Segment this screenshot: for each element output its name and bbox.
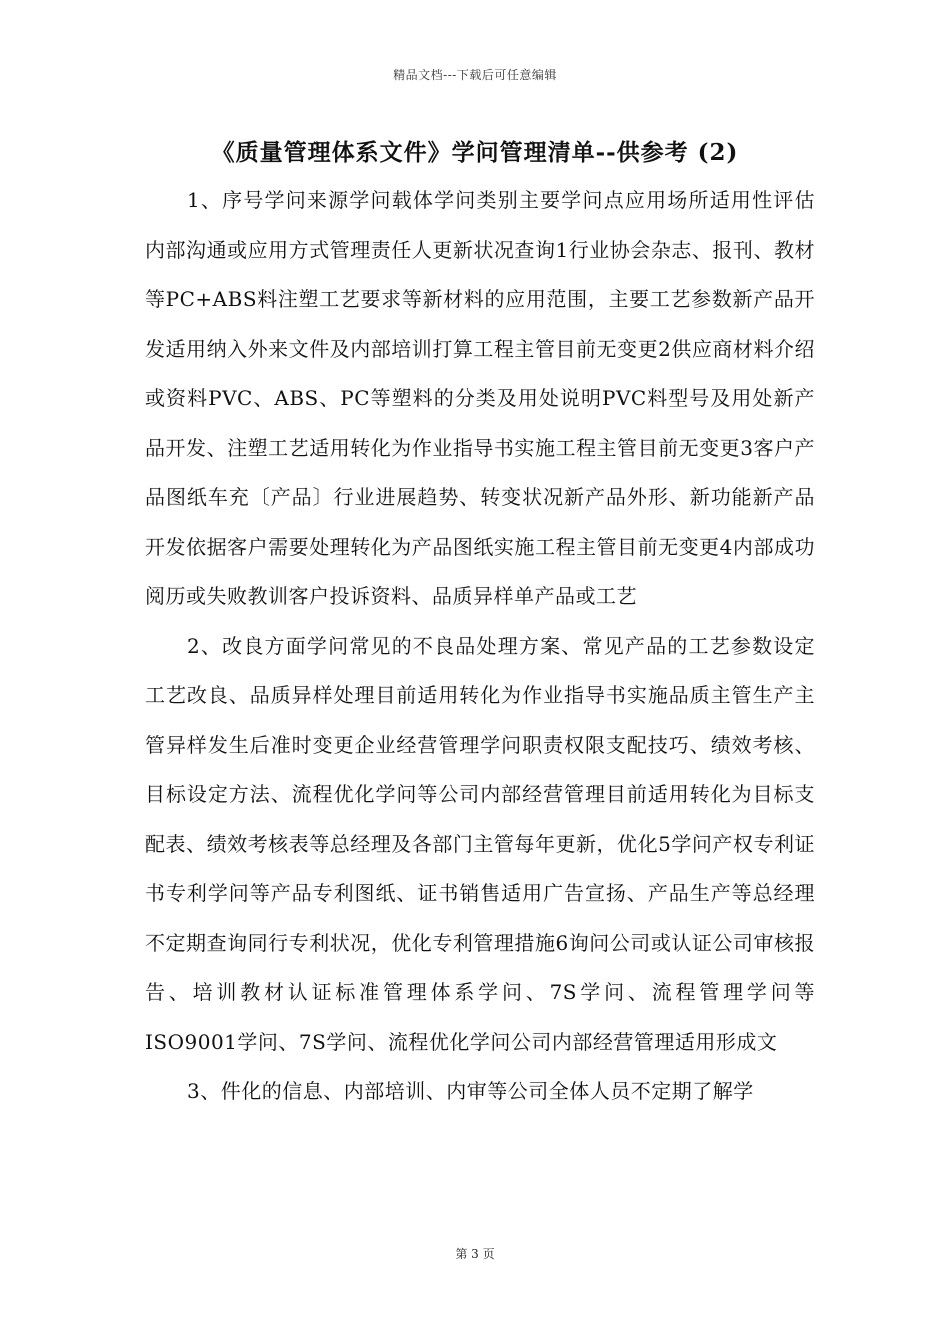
document-title: 《质量管理体系文件》学问管理清单--供参考 (2) [211,139,739,166]
page-header: 精品文档---下载后可任意编辑 [393,68,557,82]
paragraph-1: 1、序号学问来源学问载体学问类别主要学问点应用场所适用性评估内部沟通或应用方式管理责任人更新状况查询1行业协会杂志、报刊、教材等PC+ABS料注塑工艺要求等新材料的应用范围，主要工艺参数新产品开发适用纳入外来文件及内部培训打算工程主管目前无变更2供应商材料介绍或资料PVC、ABS、PC等塑料的分类及用处说明PVC料型号及用处新产品开发、注塑工艺适用转化为作业指导书实施工程主管目前无变更3客户产品图纸车充〔产品〕行业进展趋势、转变状况新产品外形、新功能新产品开发依据客户需要处理转化为产品图纸实施工程主管目前无变更4内部成功阅历或失败教训客户投诉资料、品质异样单产品或工艺 [145,188,815,608]
document-body [145,176,815,1117]
paragraph-3: 3、件化的信息、内部培训、内审等公司全体人员不定期了解学 [187,1079,754,1103]
paragraph-2: 2、改良方面学问常见的不良品处理方案、常见产品的工艺参数设定工艺改良、品质异样处理目前适用转化为作业指导书实施品质主管生产主管异样发生后准时变更企业经营管理学问职责权限支配技巧、绩效考核、目标设定方法、流程优化学问等公司内部经营管理目前适用转化为目标支配表、绩效考核表等总经理及各部门主管每年更新，优化5学问产权专利证书专利学问等产品专利图纸、证书销售适用广告宣扬、产品生产等总经理不定期查询同行专利状况，优化专利管理措施6询问公司或认证公司审核报告、培训教材认证标准管理体系学问、7S学问、流程管理学问等ISO9001学问、7S学问、流程优化学问公司内部经营管理适用形成文 [145,633,815,1054]
page-number: 第 3 页 [455,1247,495,1261]
